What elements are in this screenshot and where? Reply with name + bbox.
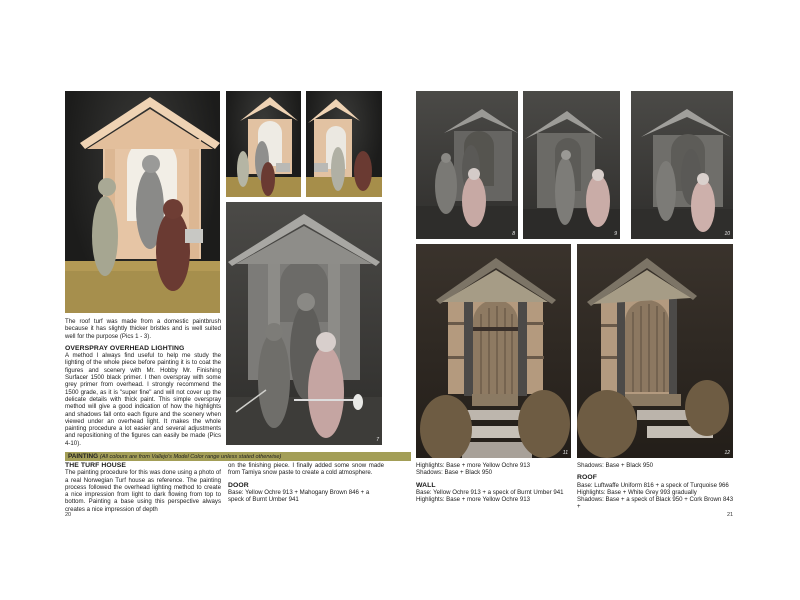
photo-pic-2 <box>226 91 301 197</box>
photo-number: 8 <box>512 231 515 237</box>
photo-pic-10 <box>631 91 733 239</box>
door-base: Base: Yellow Ochre 913 + Mahogany Brown 846 + a speck of Burnt Umber 941 <box>228 488 370 504</box>
roof-shadows: Shadows: Base + a speck of Black 950 + Cork Brown 843 + <box>577 496 734 511</box>
painting-heading: PAINTING <box>68 453 99 460</box>
page-number-right: 21 <box>727 512 734 518</box>
left-column-2-text <box>228 462 384 503</box>
painted-door-angled-illustration <box>577 244 733 458</box>
page-number-left: 20 <box>65 512 72 518</box>
photo-number: 9 <box>614 231 617 237</box>
photo-pic-3 <box>306 91 382 197</box>
painting-note: (All colours are from Vallejo's Model Color range unless stated otherwise) <box>99 454 282 460</box>
roof-highlights: Highlights: Base + White Grey 993 gradually <box>577 488 697 496</box>
wall-shadows: Shadows: Base + Black 950 <box>577 462 654 469</box>
right-column-1-text <box>416 462 572 503</box>
unpainted-diorama-alt-view-illustration <box>306 91 382 197</box>
turf-house-body: The painting procedure for this was done using a photo of a real Norwegian Turf house as reference. The painting process followed the overhead lighting method to create a nice impression from light to dark flowing from top to bottom. Painting a base using this perspective always creates a nice impression of depth <box>65 469 221 513</box>
right-page <box>400 0 800 600</box>
photo-pic-12 <box>577 244 733 458</box>
door-shadows: Shadows: Base + Black 950 <box>416 469 493 477</box>
wall-heading: WALL <box>416 481 436 489</box>
roof-base: Base: Luftwaffe Uniform 816 + a speck of Turquoise 966 <box>577 481 729 489</box>
door-heading: DOOR <box>228 481 249 489</box>
primed-diorama-front-illustration <box>416 91 518 239</box>
photo-number: 7 <box>376 437 379 443</box>
primed-diorama-angled-illustration <box>523 91 620 239</box>
grey-primed-diorama-illustration <box>226 202 382 445</box>
wall-highlights: Highlights: Base + more Yellow Ochre 913 <box>416 496 530 504</box>
photo-pic-7 <box>226 202 382 445</box>
intro-text-block <box>65 318 221 447</box>
turf-house-heading: THE TURF HOUSE <box>65 462 127 469</box>
painted-door-front-illustration <box>416 244 571 458</box>
overspray-heading: OVERSPRAY OVERHEAD LIGHTING <box>65 344 185 352</box>
photo-number: 10 <box>724 231 730 237</box>
overspray-body: A method I always find useful to help me study the lighting of the whole piece before painting it is to coat the figures and scenery with Mr. Hobby Mr. Finishing Surfacer 1500 black primer. I then overspray with some grey primer from overhead. I strongly recommend the 1500 grade, as it is "super fine" and will not cover up the delicate details with thick paint. This simple overspray method will give a good indication of how the highlights and shadows fall onto each figure and the scenery when viewed under an overhead light. It makes the whole painting procedure a lot easier and several adjustments and repositioning of the figures can easily be made (Pics 4-10). <box>65 352 221 447</box>
photo-pic-8 <box>416 91 518 239</box>
unpainted-diorama-view-illustration <box>226 91 301 197</box>
photo-pic-9 <box>523 91 620 239</box>
right-column-2-text <box>577 462 737 511</box>
door-highlights: Highlights: Base + more Yellow Ochre 913 <box>416 462 530 469</box>
photo-pic-1 <box>65 91 220 313</box>
turf-house-text <box>65 462 221 513</box>
painting-section-band <box>65 452 411 461</box>
intro-paragraph: The roof turf was made from a domestic paintbrush because it has slightly thicker bristles and is well suited well for the purpose (Pics 1 - 3). <box>65 318 221 340</box>
snow-continuation: on the finishing piece. I finally added some snow made from Tamiya snow paste to create a cold atmosphere. <box>228 462 384 477</box>
roof-heading: ROOF <box>577 474 598 482</box>
photo-number: 11 <box>562 450 568 456</box>
unpainted-turf-house-illustration <box>65 91 220 313</box>
primed-diorama-close-illustration <box>631 91 733 239</box>
photo-pic-11 <box>416 244 571 458</box>
photo-number: 12 <box>724 450 730 456</box>
wall-base: Base: Yellow Ochre 913 + a speck of Burnt Umber 941 <box>416 488 564 496</box>
